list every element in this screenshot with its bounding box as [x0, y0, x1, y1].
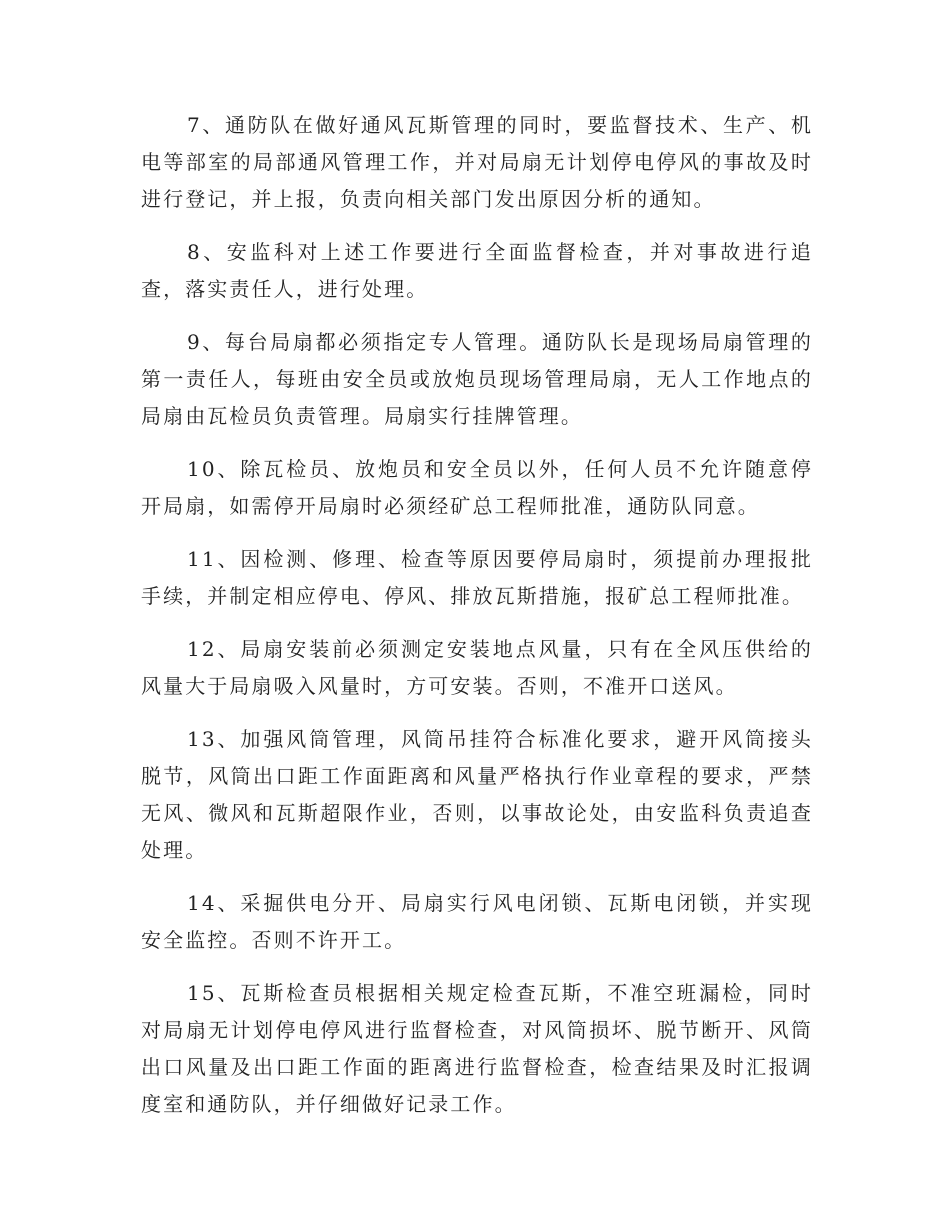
- paragraph-item-15: 15、瓦斯检查员根据相关规定检查瓦斯，不准空班漏检，同时对局扇无计划停电停风进行监督检查，对风筒损坏、脱节断开、风筒出口风量及出口距工作面的距离进行监督检查，检查结果及时汇报调度室和通防队，并仔细做好记录工作。: [141, 981, 813, 1116]
- document-body: [141, 107, 813, 1139]
- paragraph-item-13: 13、加强风筒管理，风筒吊挂符合标准化要求，避开风筒接头脱节，风筒出口距工作面距离和风量严格执行作业章程的要求，严禁无风、微风和瓦斯超限作业，否则，以事故论处，由安监科负责追查处理。: [141, 727, 813, 862]
- paragraph-item-8: 8、安监科对上述工作要进行全面监督检查，并对事故进行追查，落实责任人，进行处理。: [141, 240, 813, 301]
- paragraph-item-10: 10、除瓦检员、放炮员和安全员以外，任何人员不允许随意停开局扇，如需停开局扇时必须经矿总工程师批准，通防队同意。: [141, 457, 813, 518]
- paragraph-item-14: 14、采掘供电分开、局扇实行风电闭锁、瓦斯电闭锁，并实现安全监控。否则不许开工。: [141, 891, 813, 952]
- paragraph-item-9: 9、每台局扇都必须指定专人管理。通防队长是现场局扇管理的第一责任人，每班由安全员或放炮员现场管理局扇，无人工作地点的局扇由瓦检员负责管理。局扇实行挂牌管理。: [141, 330, 813, 428]
- paragraph-item-7: 7、通防队在做好通风瓦斯管理的同时，要监督技术、生产、机电等部室的局部通风管理工作，并对局扇无计划停电停风的事故及时进行登记，并上报，负责向相关部门发出原因分析的通知。: [141, 113, 813, 211]
- paragraph-item-11: 11、因检测、修理、检查等原因要停局扇时，须提前办理报批手续，并制定相应停电、停风、排放瓦斯措施，报矿总工程师批准。: [141, 547, 813, 608]
- paragraph-item-12: 12、局扇安装前必须测定安装地点风量，只有在全风压供给的风量大于局扇吸入风量时，方可安装。否则，不准开口送风。: [141, 637, 813, 698]
